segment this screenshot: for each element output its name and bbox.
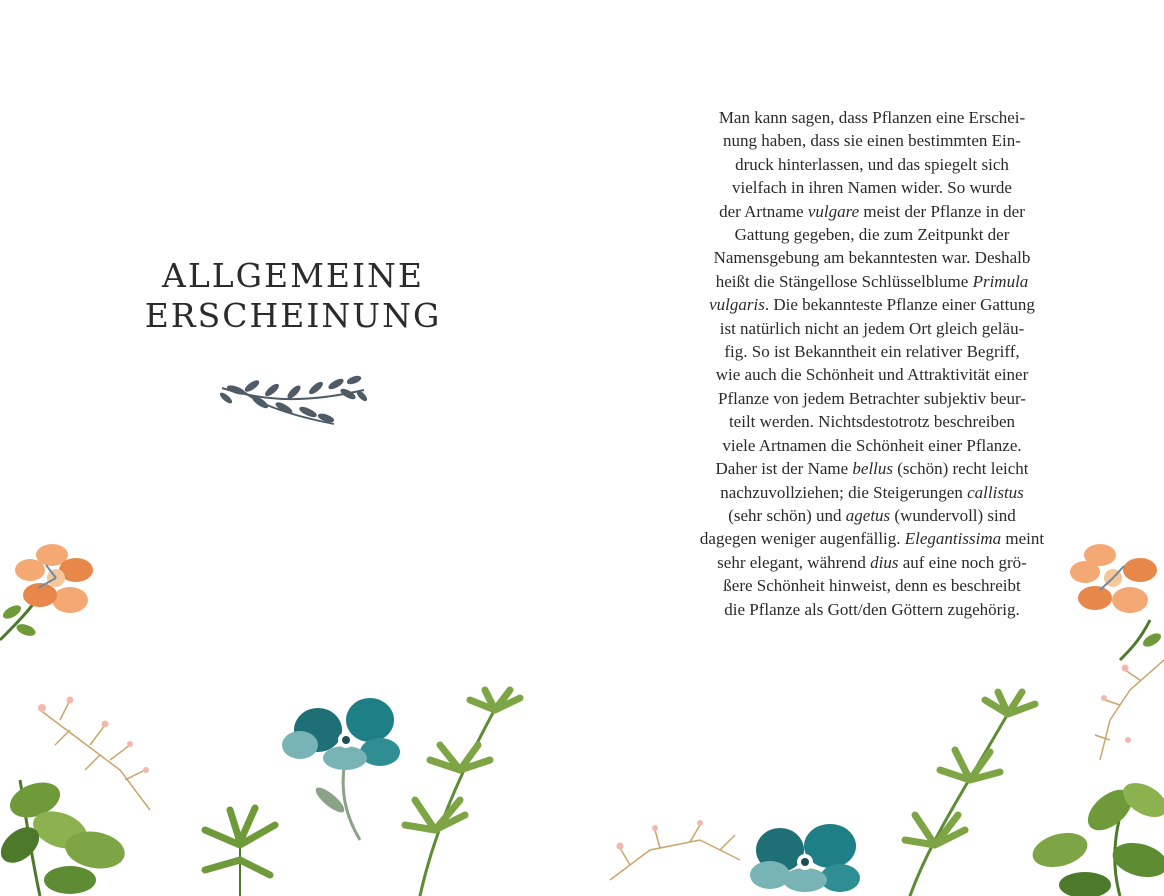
italic-term: Elegantissima bbox=[904, 529, 1002, 549]
text-run: druck hinterlassen, und das spiegelt sich bbox=[735, 154, 1009, 174]
text-run: . Die bekannteste Pflanze einer Gattung bbox=[764, 295, 1035, 315]
italic-term: agetus bbox=[845, 505, 891, 525]
text-run: Namensgebung am bekanntesten war. Deshalb bbox=[713, 248, 1031, 268]
text-run: auf eine noch grö- bbox=[898, 552, 1027, 572]
green-leaf-cluster-icon bbox=[405, 690, 520, 896]
italic-term: vulgaris bbox=[709, 295, 765, 315]
text-run: ßere Schönheit hinweist, denn es beschreibt bbox=[723, 576, 1021, 596]
italic-term: callistus bbox=[967, 482, 1024, 502]
text-run: Man kann sagen, dass Pflanzen eine Erschei- bbox=[718, 108, 1026, 127]
text-run: der Artname bbox=[719, 201, 808, 221]
green-leaf-cluster-icon bbox=[1029, 776, 1164, 896]
text-run: heißt die Stängellose Schlüsselblume bbox=[715, 271, 973, 291]
text-run: meist der Pflanze in der bbox=[859, 201, 1025, 221]
text-run: dagegen weniger augenfällig. bbox=[699, 529, 905, 549]
text-run: (sehr schön) und bbox=[728, 505, 846, 525]
text-run: nung haben, dass sie einen bestimmten Ein- bbox=[723, 131, 1021, 151]
text-run: Daher ist der Name bbox=[715, 459, 853, 479]
heading-line-2: ERSCHEINUNG bbox=[144, 296, 442, 335]
peach-flower-icon bbox=[0, 544, 93, 640]
text-run: wie auch die Schönheit und Attraktivität einer bbox=[715, 365, 1029, 385]
peach-flower-icon bbox=[1070, 544, 1163, 660]
italic-term: vulgare bbox=[807, 201, 860, 221]
text-run: die Pflanze als Gott/den Göttern zugehörig. bbox=[724, 599, 1020, 619]
text-run: fig. So ist Bekanntheit ein relativer Begriff, bbox=[724, 342, 1020, 362]
italic-term: bellus bbox=[852, 459, 894, 479]
text-run: nachzuvollziehen; die Steigerungen bbox=[720, 482, 968, 502]
green-leaf-cluster-icon bbox=[905, 692, 1035, 896]
text-run: Gattung gegeben, die zum Zeitpunkt der bbox=[734, 225, 1010, 245]
text-run: sehr elegant, während bbox=[717, 552, 871, 572]
heading-line-1: ALLGEMEINE bbox=[162, 256, 424, 295]
italic-term: dius bbox=[870, 552, 899, 572]
text-run: (wundervoll) sind bbox=[890, 505, 1016, 525]
teal-anemone-icon bbox=[282, 698, 400, 840]
text-run: meint bbox=[1001, 529, 1045, 549]
text-run: ist natürlich nicht an jedem Ort gleich geläu- bbox=[719, 318, 1025, 338]
text-run: (schön) recht leicht bbox=[893, 459, 1029, 479]
teal-anemone-icon bbox=[750, 824, 860, 892]
text-run: vielfach in ihren Namen wider. So wurde bbox=[732, 178, 1012, 198]
text-run: teilt werden. Nichtsdestotrotz beschreiben bbox=[728, 412, 1016, 432]
text-run: Pflanze von jedem Betrachter subjektiv beur- bbox=[718, 388, 1026, 408]
italic-term: Primula bbox=[972, 271, 1029, 291]
text-run: viele Artnamen die Schönheit einer Pflanze. bbox=[722, 435, 1022, 455]
